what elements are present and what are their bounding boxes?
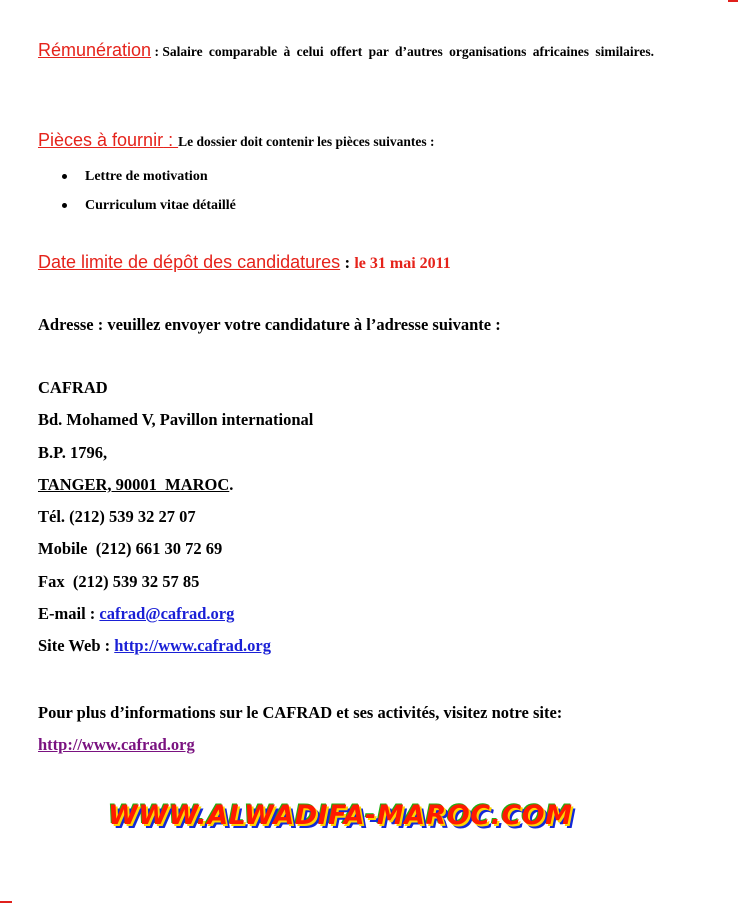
pieces-heading: Pièces à fournir : bbox=[38, 130, 179, 150]
pieces-text: Le dossier doit contenir les pièces suivantes : bbox=[178, 134, 435, 149]
email-link[interactable]: cafrad@cafrad.org bbox=[99, 604, 235, 624]
list-item: Curriculum vitae détaillé bbox=[38, 191, 708, 220]
po-box: B.P. 1796, bbox=[38, 442, 108, 462]
bullet-icon bbox=[62, 203, 67, 208]
more-info-text: Pour plus d’informations sur le CAFRAD et ses activités, visitez notre site: bbox=[38, 703, 563, 722]
remuneration-section bbox=[38, 34, 708, 68]
email-line bbox=[38, 598, 708, 630]
top-right-corner-mark bbox=[728, 0, 738, 2]
more-info-section bbox=[38, 697, 708, 761]
city-line: TANGER, 90001 MAROC. bbox=[38, 474, 234, 494]
telephone: Tél. (212) 539 32 27 07 bbox=[38, 507, 196, 527]
city: TANGER, 90001 MAROC bbox=[38, 474, 230, 494]
bullet-icon bbox=[62, 174, 67, 179]
fax: Fax (212) 539 32 57 85 bbox=[38, 571, 200, 591]
deadline-separator: : bbox=[340, 253, 355, 272]
address-block bbox=[38, 372, 708, 663]
mobile: Mobile (212) 661 30 72 69 bbox=[38, 539, 223, 559]
remuneration-text: Salaire comparable à celui offert par d’autres organisations africaines similaires. bbox=[162, 44, 655, 59]
website-line bbox=[38, 630, 708, 662]
watermark-logo: WWW.ALWADIFA-MAROC.COM bbox=[108, 800, 573, 831]
deadline-heading: Date limite de dépôt des candidatures bbox=[38, 252, 341, 272]
remuneration-heading: Rémunération bbox=[38, 40, 152, 60]
list-item: Lettre de motivation bbox=[38, 162, 708, 191]
pieces-section bbox=[38, 127, 708, 220]
remuneration-separator: : bbox=[151, 44, 163, 59]
website-link[interactable]: http://www.cafrad.org bbox=[114, 636, 271, 656]
address-intro: Adresse : veuillez envoyer votre candidature à l’adresse suivante : bbox=[38, 315, 501, 334]
deadline-section bbox=[38, 249, 708, 277]
street-address: Bd. Mohamed V, Pavillon international bbox=[38, 410, 314, 430]
deadline-value: le 31 mai 2011 bbox=[354, 255, 451, 272]
website-label: Site Web : bbox=[38, 636, 115, 656]
more-info-link[interactable]: http://www.cafrad.org bbox=[38, 735, 195, 754]
org-name: CAFRAD bbox=[38, 378, 108, 397]
pieces-list bbox=[38, 162, 708, 220]
email-label: E-mail : bbox=[38, 604, 100, 624]
